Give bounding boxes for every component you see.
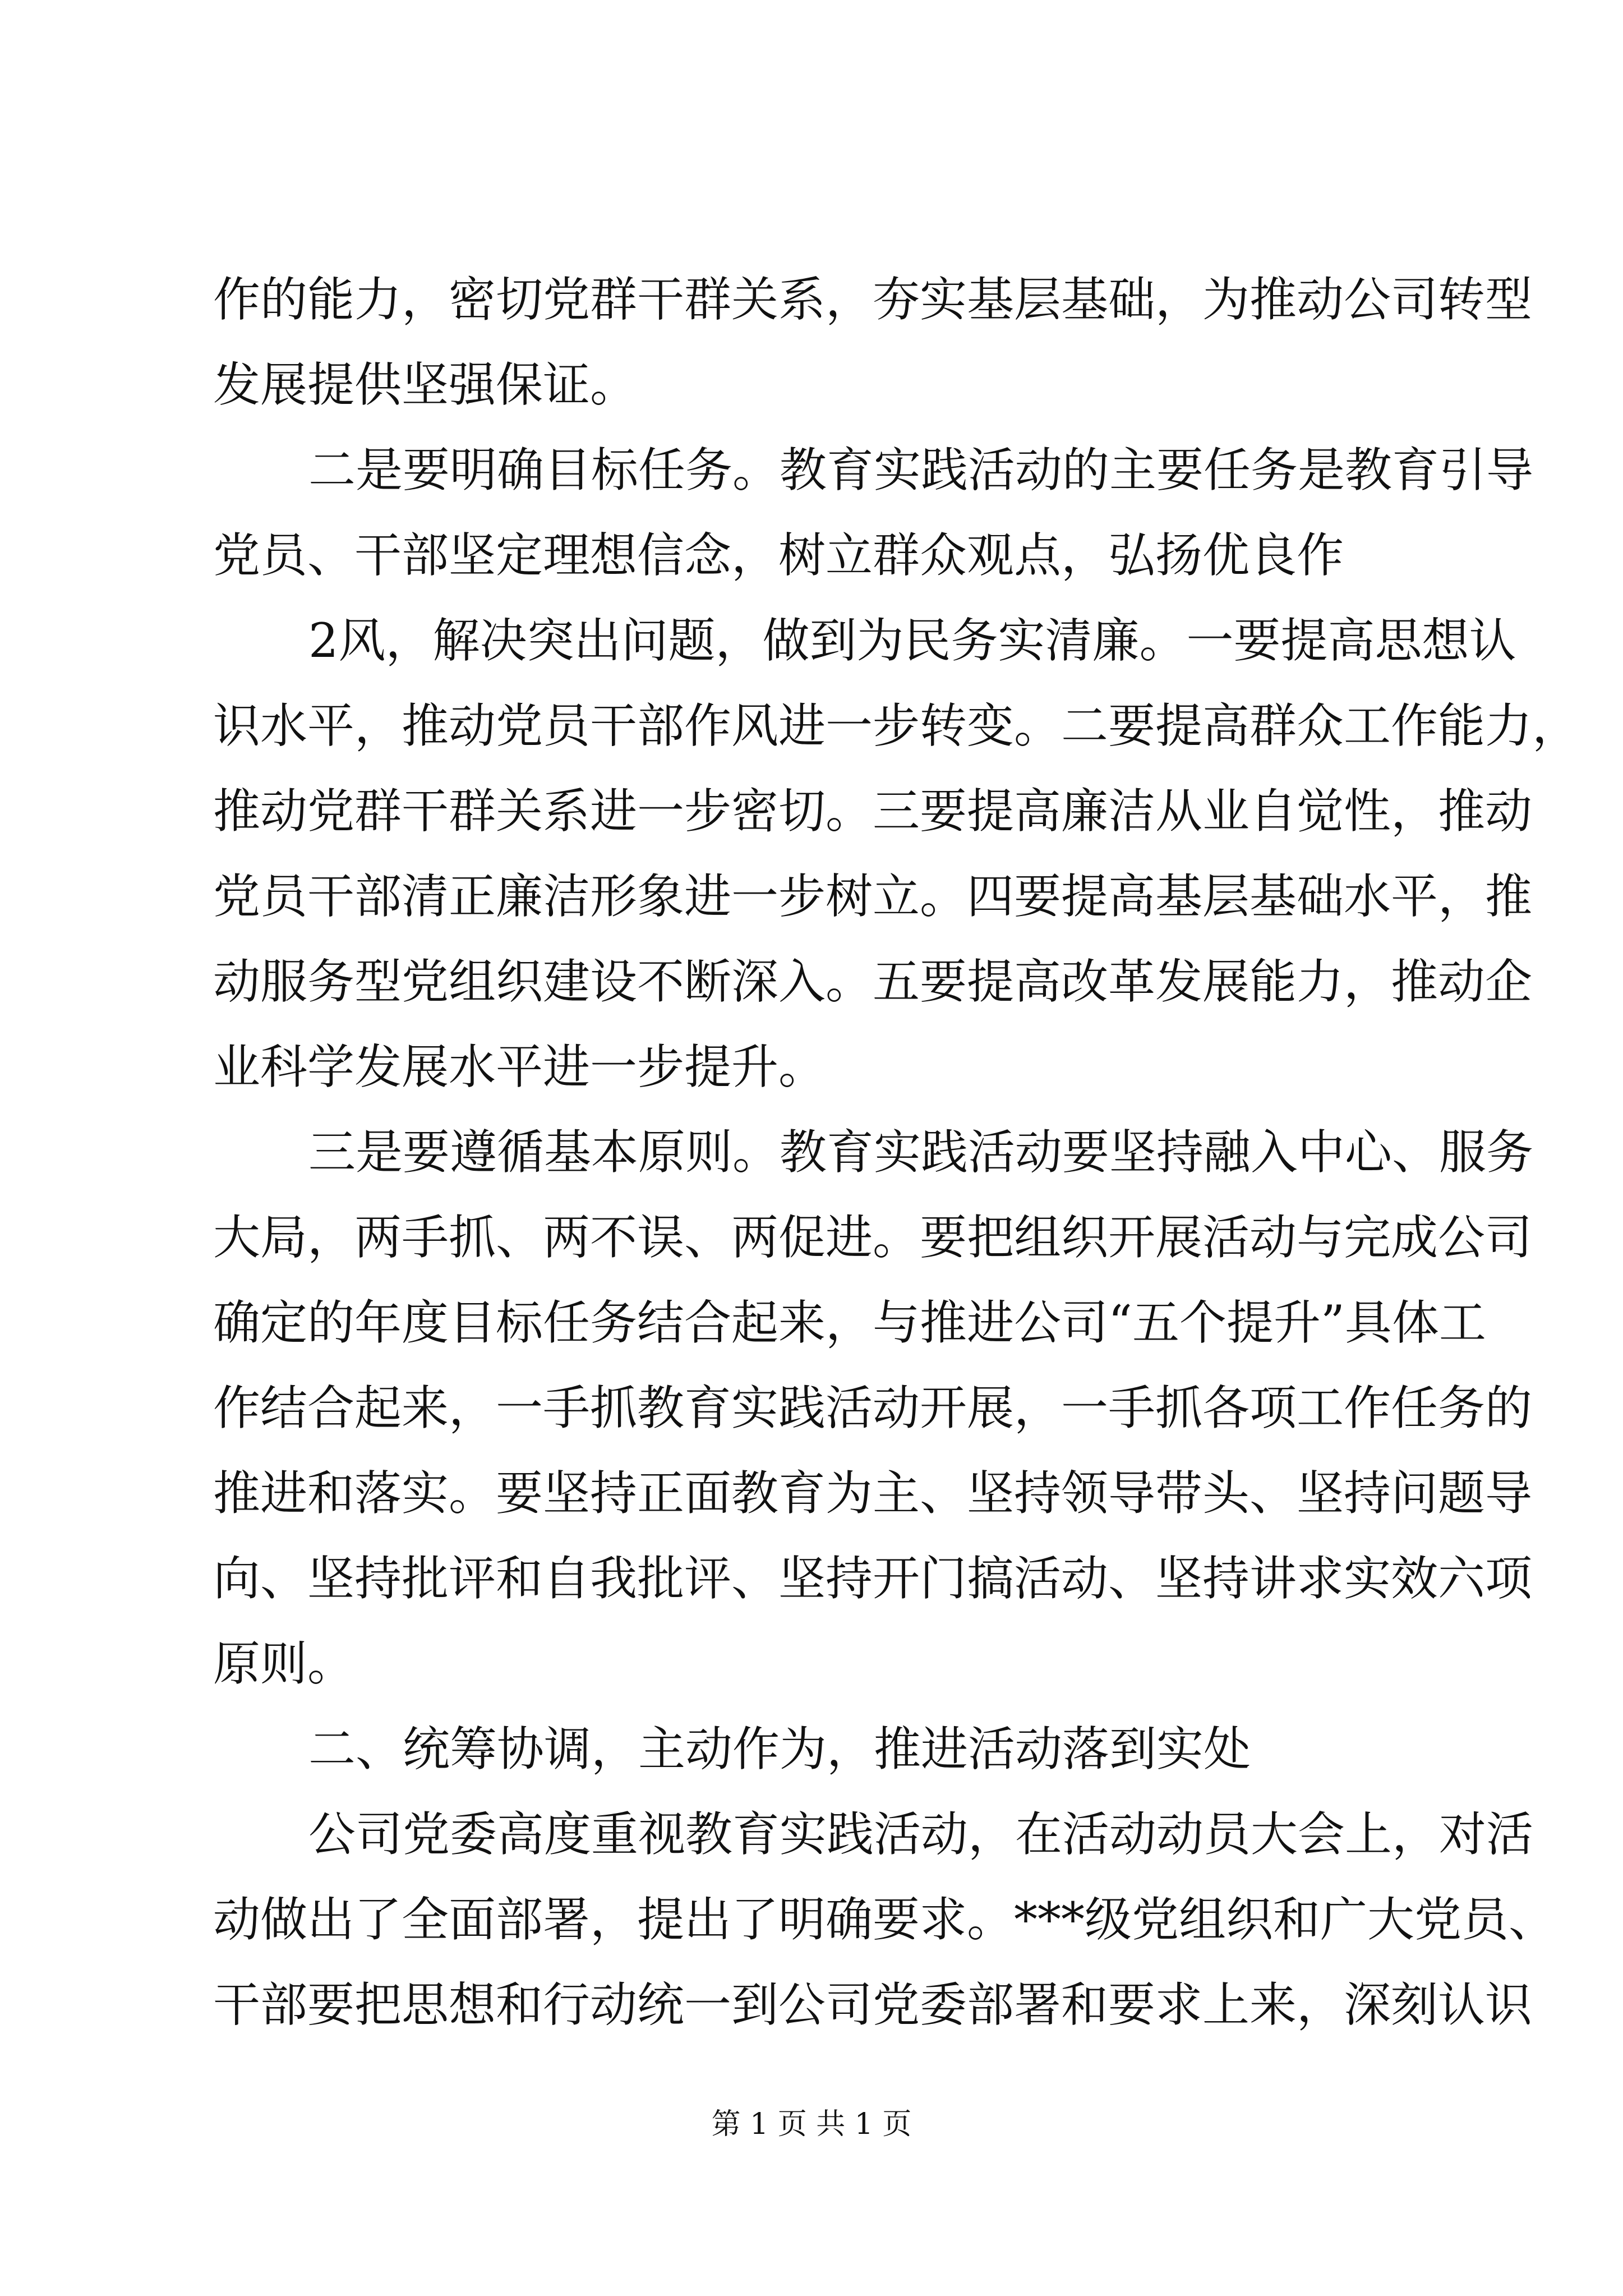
page-footer: 第 1 页 共 1 页	[711, 2108, 912, 2141]
text-line: 向、坚持批评和自我批评、坚持开门搞活动、坚持讲求实效六项	[213, 1551, 1533, 1606]
text-line: 业科学发展水平进一步提升。	[213, 1039, 826, 1094]
text-line: 党员、干部坚定理想信念，树立群众观点，弘扬优良作	[213, 528, 1344, 583]
text-line: 推进和落实。要坚持正面教育为主、坚持领导带头、坚持问题导	[213, 1466, 1533, 1521]
text-line: 动做出了全面部署，提出了明确要求。***级党组织和广大党员、	[213, 1892, 1556, 1947]
text-line: 二是要明确目标任务。教育实践活动的主要任务是教育引导	[308, 443, 1534, 498]
text-line: 党员干部清正廉洁形象进一步树立。四要提高基层基础水平，推	[213, 869, 1533, 924]
text-line: 作结合起来，一手抓教育实践活动开展，一手抓各项工作任务的	[213, 1381, 1533, 1435]
text-line: 确定的年度目标任务结合起来，与推进公司“五个提升”具体工	[213, 1295, 1486, 1350]
text-line: 大局，两手抓、两不误、两促进。要把组织开展活动与完成公司	[213, 1210, 1533, 1265]
text-line: 原则。	[213, 1636, 355, 1691]
text-line: 三是要遵循基本原则。教育实践活动要坚持融入中心、服务	[308, 1125, 1534, 1180]
text-line: 二、统筹协调，主动作为，推进活动落到实处	[308, 1722, 1251, 1777]
text-line: 识水平，推动党员干部作风进一步转变。二要提高群众工作能力，	[213, 698, 1580, 753]
text-line: 2风，解决突出问题，做到为民务实清廉。一要提高思想认	[308, 613, 1516, 668]
text-line: 推动党群干群关系进一步密切。三要提高廉洁从业自觉性，推动	[213, 784, 1533, 839]
text-line: 公司党委高度重视教育实践活动，在活动动员大会上，对活	[308, 1807, 1534, 1862]
text-line: 作的能力，密切党群干群关系，夯实基层基础，为推动公司转型	[213, 272, 1533, 327]
document-body	[213, 257, 1580, 2047]
text-line: 动服务型党组织建设不断深入。五要提高改革发展能力，推动企	[213, 954, 1533, 1009]
text-line: 发展提供坚强保证。	[213, 357, 638, 412]
text-line: 干部要把思想和行动统一到公司党委部署和要求上来，深刻认识	[213, 1977, 1533, 2032]
